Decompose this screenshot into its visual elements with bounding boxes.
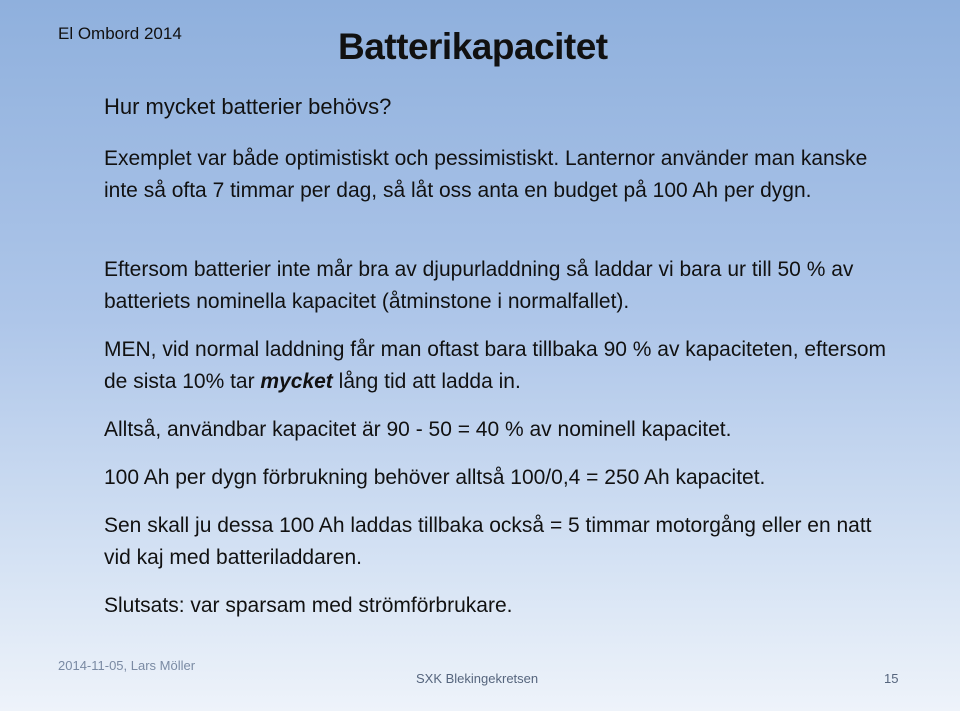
paragraph-usable-capacity: Alltså, användbar kapacitet är 90 - 50 = 40 % av nominell kapacitet.	[104, 418, 732, 441]
header-tag: El Ombord 2014	[58, 24, 182, 43]
paragraph-example: Exemplet var både optimistiskt och pessimistiskt. Lanternor använder man kanske inte så ofta 7 timmar per dag, så låt oss anta en budget på 100 Ah per dygn.	[104, 147, 868, 202]
question-text: Hur mycket batterier behövs?	[104, 94, 392, 119]
charging-text-end: lång tid att ladda in.	[332, 370, 521, 393]
paragraph-conclusion: Slutsats: var sparsam med strömförbrukare.	[104, 594, 513, 617]
footer-organization: SXK Blekingekretsen	[416, 671, 539, 686]
paragraph-recharge: Sen skall ju dessa 100 Ah laddas tillbaka också = 5 timmar motorgång eller en natt vid kaj med batteriladdaren.	[104, 514, 872, 569]
page-number: 15	[884, 671, 899, 686]
paragraph-discharge: Eftersom batterier inte mår bra av djupurladdning så laddar vi bara ur till 50 % av batteriets nominella kapacitet (åtminstone i normalfallet).	[104, 258, 854, 313]
emphasis-text: mycket	[260, 370, 333, 393]
footer-date-author: 2014-11-05, Lars Möller	[58, 658, 196, 673]
slide-title: Batterikapacitet	[338, 26, 608, 67]
charging-text-start: MEN, vid normal laddning får man oftast bara tillbaka 90 % av kapaciteten, eftersom de sista 10% tar	[104, 338, 887, 393]
paragraph-required-capacity: 100 Ah per dygn förbrukning behöver alltså 100/0,4 = 250 Ah kapacitet.	[104, 466, 766, 489]
paragraph-charging	[104, 334, 904, 398]
